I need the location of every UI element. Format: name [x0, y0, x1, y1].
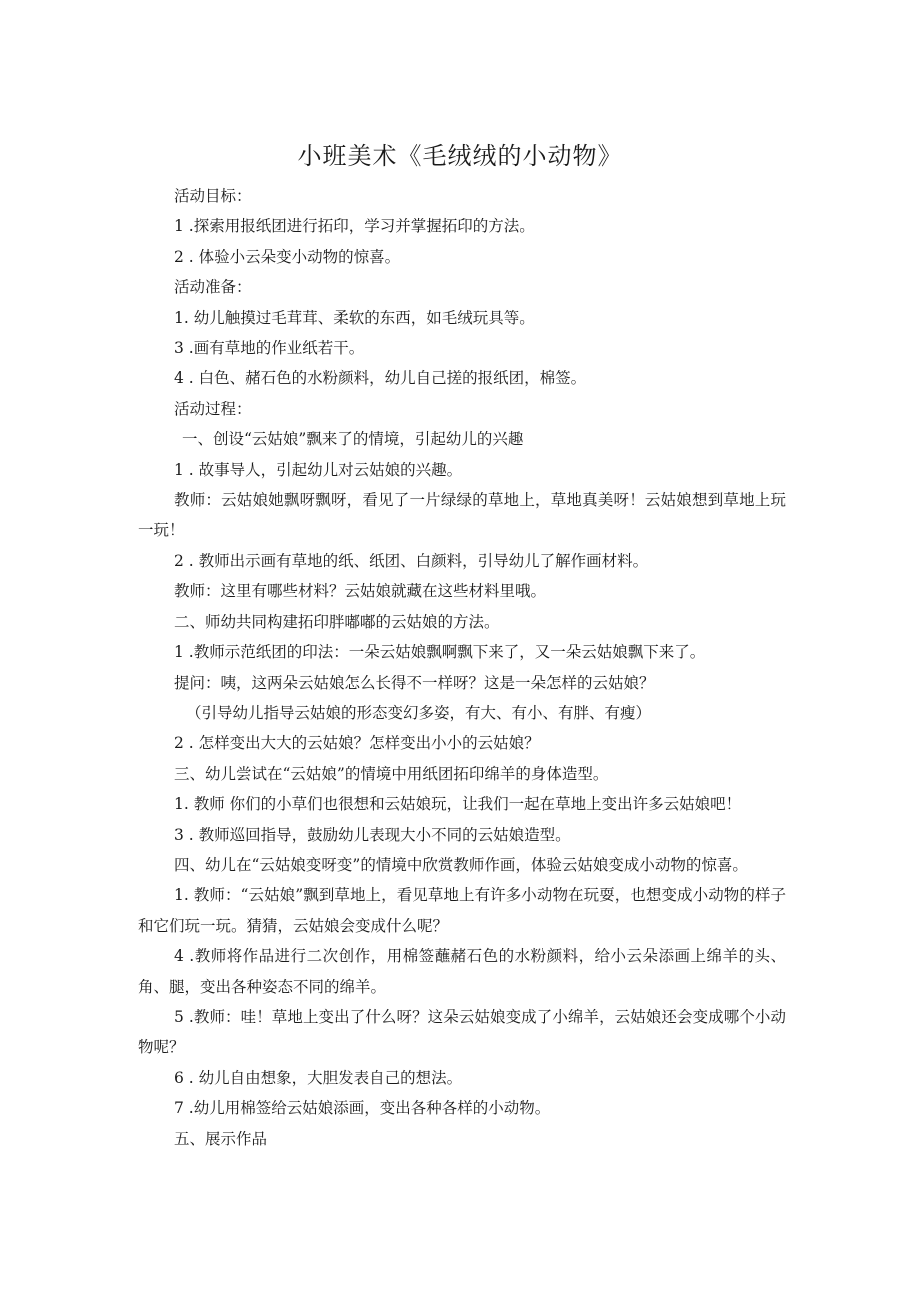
- step-heading: 一、创设“云姑娘”飘来了的情境，引起幼儿的兴趣: [182, 430, 524, 449]
- section-heading-process: 活动过程：: [174, 399, 252, 418]
- paragraph: 7 .幼儿用棉签给云姑娘添画，变出各种各样的小动物。: [174, 1099, 551, 1118]
- paragraph: 提问：咦，这两朵云姑娘怎么长得不一样呀？这是一朵怎样的云姑娘？: [174, 673, 655, 692]
- document-title: 小班美术《毛绒绒的小动物》: [297, 142, 623, 170]
- paragraph: 1 .教师示范纸团的印法：一朵云姑娘飘啊飘下来了，又一朵云姑娘飘下来了。: [174, 643, 706, 662]
- paragraph: 1 . 故事导人，引起幼儿对云姑娘的兴趣。: [174, 460, 463, 479]
- paragraph: 3 .画有草地的作业纸若干。: [174, 339, 365, 358]
- step-heading: 五、展示作品: [174, 1129, 268, 1148]
- paragraph: 2 . 体验小云朵变小动物的惊喜。: [174, 247, 401, 266]
- paragraph: 1 .探索用报纸团进行拓印，学习并掌握拓印的方法。: [174, 217, 535, 236]
- paragraph: 5 .教师：哇！草地上变出了什么呀？这朵云姑娘变成了小绵羊，云姑娘还会变成哪个小动物呢？: [138, 1007, 786, 1057]
- step-heading: 四、幼儿在“云姑娘变呀变”的情境中欣赏教师作画，体验云姑娘变成小动物的惊喜。: [174, 855, 748, 874]
- paragraph: 教师：云姑娘她飘呀飘呀，看见了一片绿绿的草地上，草地真美呀！云姑娘想到草地上玩一玩！: [138, 491, 786, 540]
- paragraph: 3 . 教师巡回指导，鼓励幼儿表现大小不同的云姑娘造型。: [174, 825, 571, 844]
- paragraph: 教师：这里有哪些材料？云姑娘就藏在这些材料里哦。: [174, 582, 547, 601]
- paragraph: 2 . 怎样变出大大的云姑娘？怎样变出小小的云姑娘？: [174, 734, 540, 753]
- paragraph: （引导幼儿指导云姑娘的形态变幻多姿，有大、有小、有胖、有瘦）: [186, 703, 652, 722]
- paragraph: 4 . 白色、赭石色的水粉颜料，幼儿自己搓的报纸团，棉签。: [174, 369, 587, 388]
- paragraph: 4 .教师将作品进行二次创作，用棉签蘸赭石色的水粉颜料，给小云朵添画上绵羊的头、角、腿，变出各种姿态不同的绵羊。: [138, 947, 786, 996]
- paragraph: 1. 教师：“云姑娘”飘到草地上，看见草地上有许多小动物在玩耍，也想变成小动物的样子和它们玩一玩。猜猜，云姑娘会变成什么呢？: [138, 886, 786, 935]
- section-heading-goals: 活动目标：: [174, 187, 252, 205]
- step-heading: 三、幼儿尝试在“云姑娘”的情境中用纸团拓印绵羊的身体造型。: [174, 764, 609, 783]
- step-heading: 二、师幼共同构建拓印胖嘟嘟的云姑娘的方法。: [174, 612, 500, 631]
- document-body: [138, 181, 786, 1154]
- section-heading-preparation: 活动准备：: [174, 278, 252, 297]
- paragraph: 6 . 幼儿自由想象，大胆发表自己的想法。: [174, 1068, 463, 1087]
- paragraph: 1. 教师 你们的小草们也很想和云姑娘玩，让我们一起在草地上变出许多云姑娘吧！: [174, 795, 742, 814]
- paragraph: 1. 幼儿触摸过毛茸茸、柔软的东西，如毛绒玩具等。: [174, 308, 535, 327]
- paragraph: 2 . 教师出示画有草地的纸、纸团、白颜料，引导幼儿了解作画材料。: [174, 551, 649, 570]
